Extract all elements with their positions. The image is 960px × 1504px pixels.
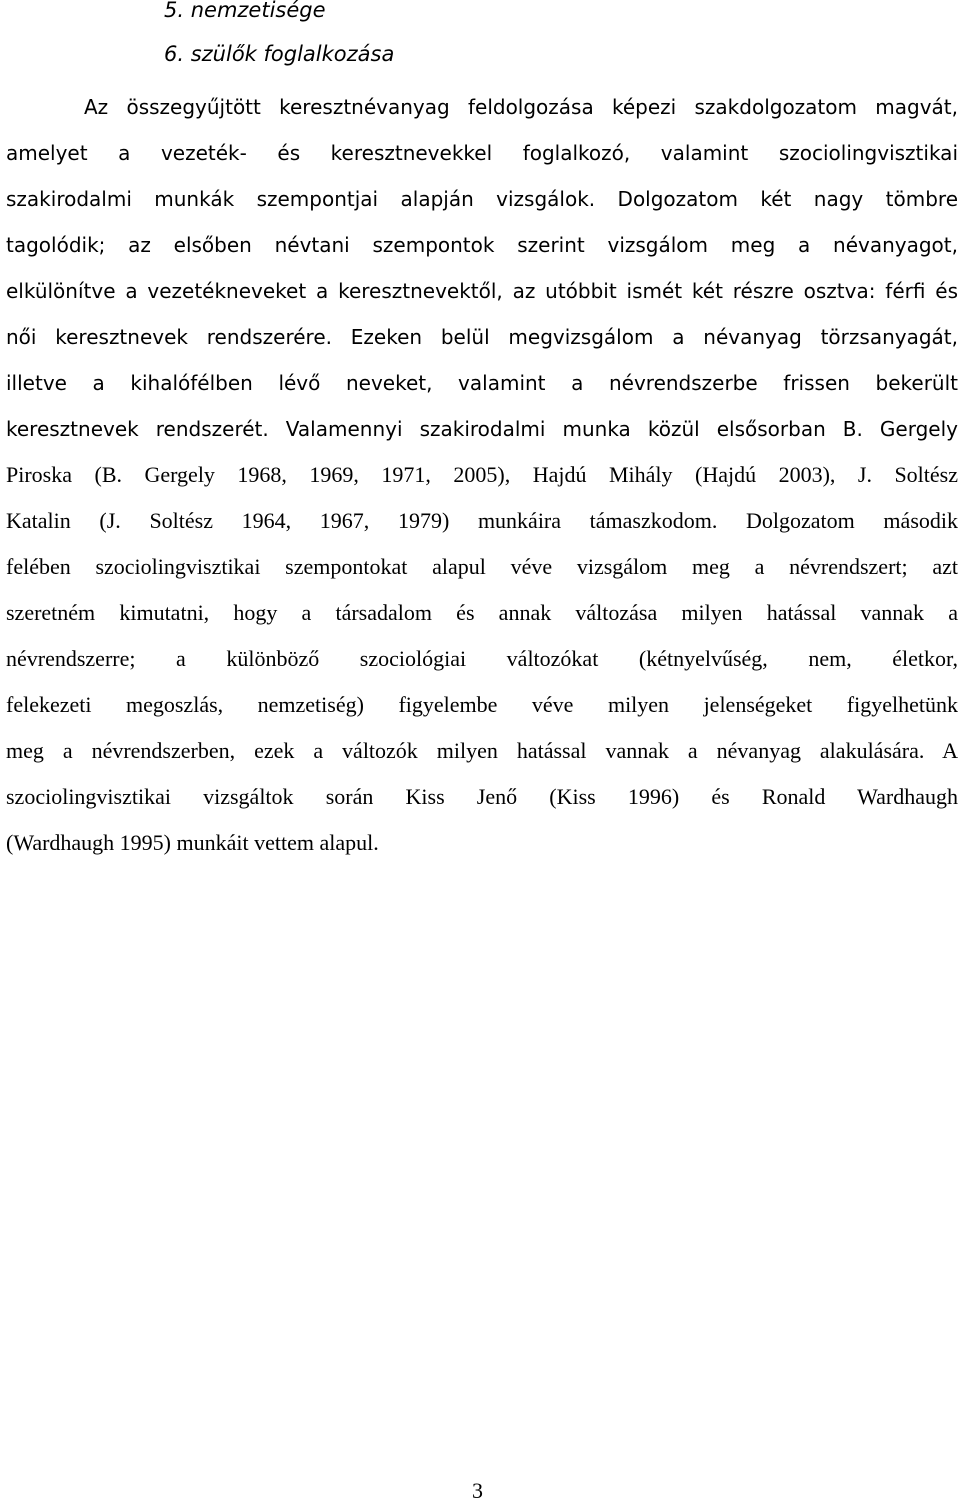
paragraph-line: felében szociolingvisztikai szempontokat alapul véve vizsgálom meg a névrendszert; azt xyxy=(6,554,958,579)
paragraph-line: (Wardhaugh 1995) munkáit vettem alapul. xyxy=(6,830,379,855)
paragraph-line: amelyet a vezeték- és keresztnevekkel foglalkozó, valamint szociolingvisztikai xyxy=(6,141,958,165)
page-number: 3 xyxy=(472,1478,483,1503)
paragraph-line: meg a névrendszerben, ezek a változók milyen hatással vannak a névanyag alakulására. A xyxy=(6,738,958,763)
paragraph-line: Az összegyűjtött keresztnévanyag feldolgozása képezi szakdolgozatom magvát, xyxy=(84,95,958,119)
paragraph-line: elkülönítve a vezetékneveket a keresztnevektől, az utóbbit ismét két részre osztva: férfi és xyxy=(6,279,958,303)
paragraph-line: tagolódik; az elsőben névtani szempontok szerint vizsgálom meg a névanyagot, xyxy=(6,233,958,257)
paragraph-line: illetve a kihalófélben lévő neveket, valamint a névrendszerbe frissen bekerült xyxy=(6,371,958,395)
paragraph-line: névrendszerre; a különböző szociológiai változókat (kétnyelvűség, nem, életkor, xyxy=(6,646,958,671)
paragraph-line: szakirodalmi munkák szempontjai alapján vizsgálok. Dolgozatom két nagy tömbre xyxy=(6,187,958,211)
list-item-parents-occupation: 6. szülők foglalkozása xyxy=(164,42,395,66)
list-item-nationality: 5. nemzetisége xyxy=(164,0,326,22)
paragraph-line: Piroska (B. Gergely 1968, 1969, 1971, 2005), Hajdú Mihály (Hajdú 2003), J. Soltész xyxy=(6,462,958,487)
paragraph-line: szeretném kimutatni, hogy a társadalom és annak változása milyen hatással vannak a xyxy=(6,600,958,625)
paragraph-line: felekezeti megoszlás, nemzetiség) figyelembe véve milyen jelenségeket figyelhetünk xyxy=(6,692,958,717)
paragraph-line: szociolingvisztikai vizsgáltok során Kiss Jenő (Kiss 1996) és Ronald Wardhaugh xyxy=(6,784,958,809)
paragraph-line: Katalin (J. Soltész 1964, 1967, 1979) munkáira támaszkodom. Dolgozatom második xyxy=(6,508,958,533)
paragraph-line: keresztnevek rendszerét. Valamennyi szakirodalmi munka közül elsősorban B. Gergely xyxy=(6,417,958,441)
body-paragraph xyxy=(6,84,958,866)
paragraph-line: női keresztnevek rendszerére. Ezeken belül megvizsgálom a névanyag törzsanyagát, xyxy=(6,325,958,349)
